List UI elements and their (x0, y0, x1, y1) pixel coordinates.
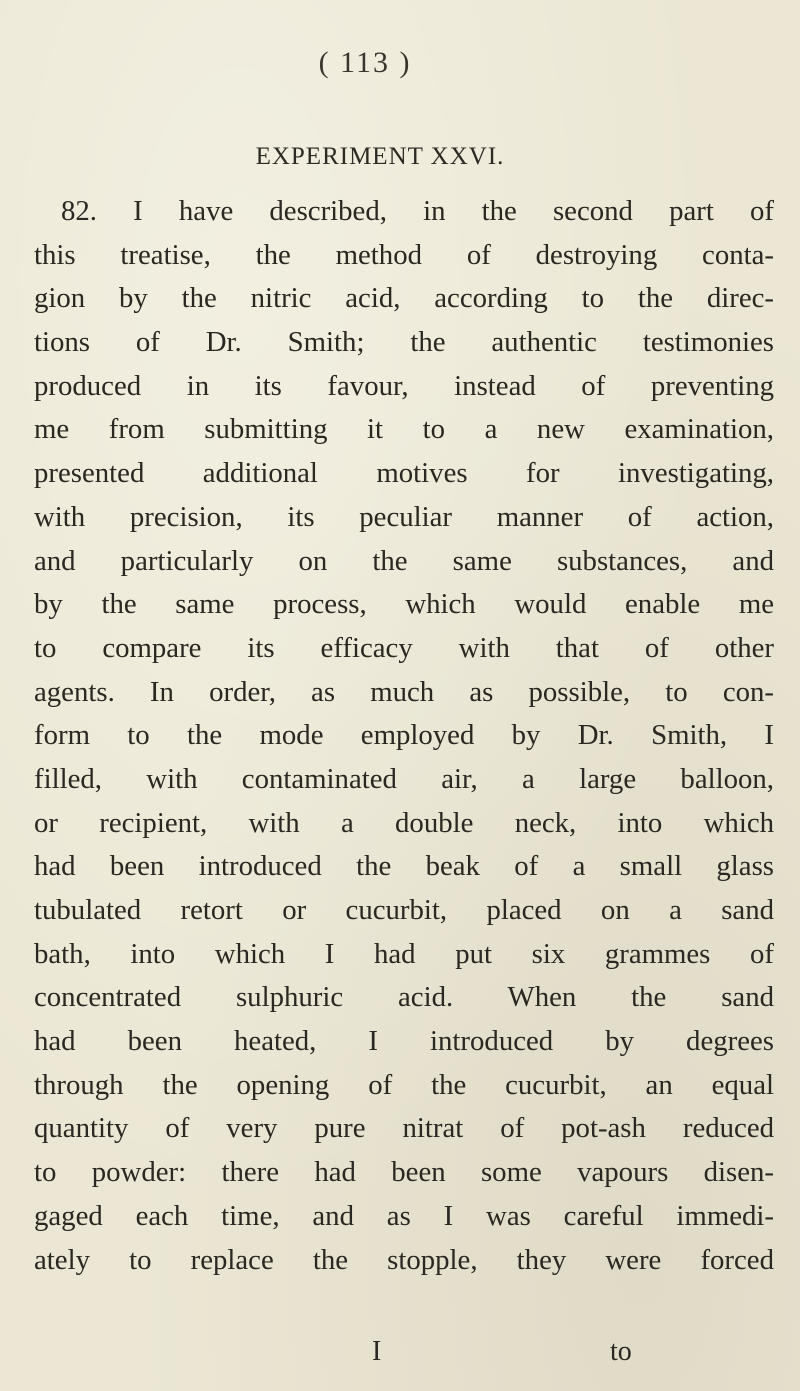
text-line: had been heated, I introduced by degrees (34, 1025, 774, 1058)
text-line: bath, into which I had put six grammes of (34, 937, 774, 970)
text-line: presented additional motives for investigating, (34, 457, 774, 490)
text-line: through the opening of the cucurbit, an equal (34, 1068, 774, 1101)
text-line: concentrated sulphuric acid. When the sand (34, 981, 774, 1014)
text-line: filled, with contaminated air, a large balloon, (34, 762, 774, 795)
text-line: and particularly on the same substances, and (34, 544, 774, 577)
text-line: had been introduced the beak of a small glass (34, 850, 774, 883)
page-footer (0, 1336, 800, 1376)
text-line: agents. In order, as much as possible, to con- (34, 675, 774, 708)
text-line: me from submitting it to a new examination, (34, 413, 774, 446)
text-line: form to the mode employed by Dr. Smith, I (34, 719, 774, 752)
experiment-heading: EXPERIMENT XXVI. (255, 143, 505, 170)
body-paragraph (34, 190, 774, 1282)
text-line: to powder: there had been some vapours disen- (34, 1156, 774, 1189)
text-line: or recipient, with a double neck, into which (34, 806, 774, 839)
text-line: ately to replace the stopple, they were forced (34, 1243, 774, 1276)
catchword: to (610, 1336, 632, 1367)
text-line: quantity of very pure nitrat of pot-ash reduced (34, 1112, 774, 1145)
text-line: to compare its efficacy with that of other (34, 631, 774, 664)
text-line: gaged each time, and as I was careful immedi- (34, 1199, 774, 1232)
text-line: by the same process, which would enable me (34, 588, 774, 621)
text-line: produced in its favour, instead of preventing (34, 369, 774, 402)
text-line: this treatise, the method of destroying conta- (34, 238, 774, 271)
text-line: tions of Dr. Smith; the authentic testimonies (34, 326, 774, 359)
signature-mark: I (372, 1336, 382, 1367)
text-line: 82. I have described, in the second part of (61, 195, 774, 227)
text-line: tubulated retort or cucurbit, placed on a sand (34, 894, 774, 926)
page-number: ( 113 ) (318, 46, 412, 79)
text-line: gion by the nitric acid, according to the direc- (34, 282, 774, 315)
text-line: with precision, its peculiar manner of action, (34, 500, 774, 533)
